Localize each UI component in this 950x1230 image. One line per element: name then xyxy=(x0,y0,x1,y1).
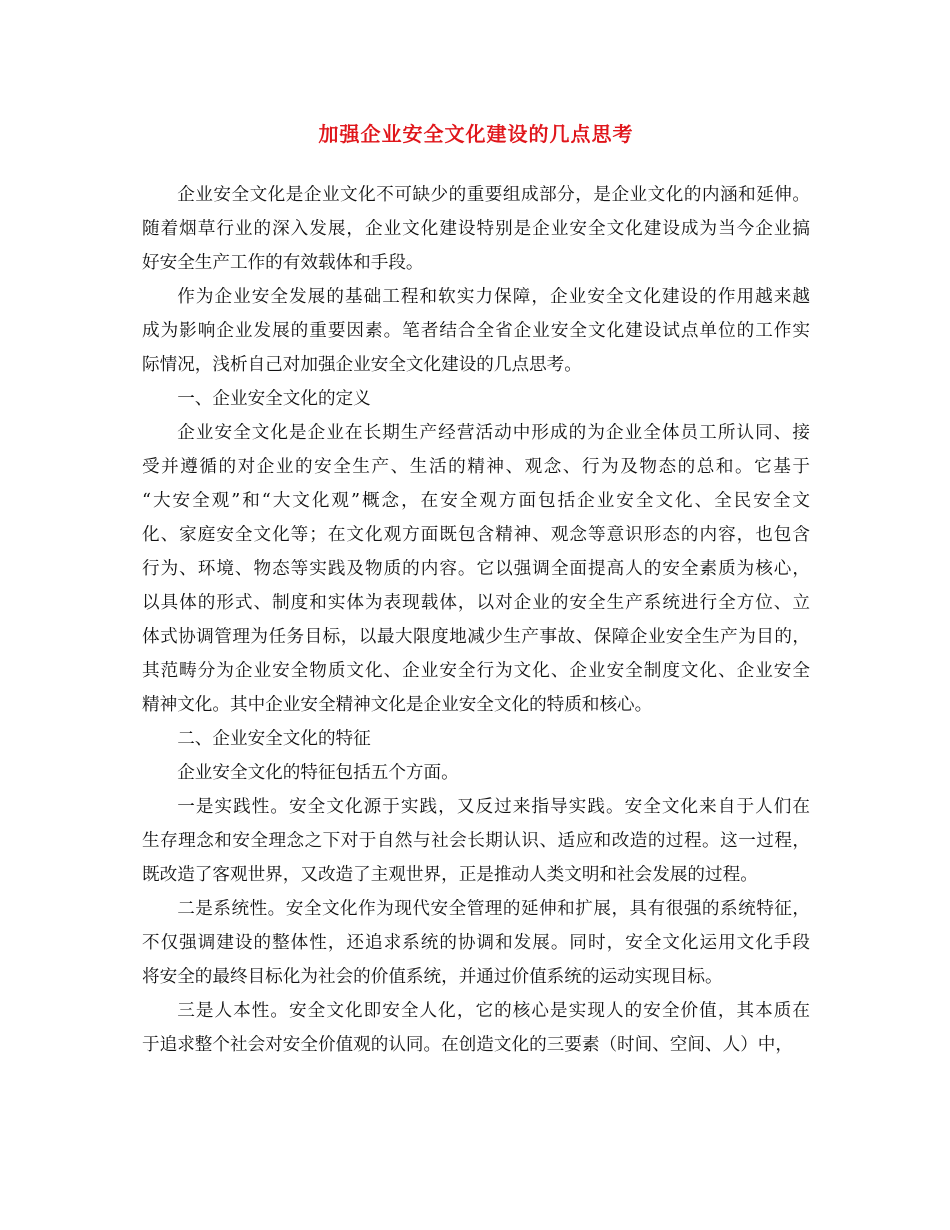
paragraph-line: 企业安全文化的特征包括五个方面。 xyxy=(177,763,459,783)
paragraph-line: 二、企业安全文化的特征 xyxy=(177,729,371,749)
paragraph-line: 体式协调管理为任务目标，以最大限度地减少生产事故、保障企业安全生产为目的， xyxy=(142,627,810,647)
paragraph xyxy=(142,790,810,892)
paragraph-line: 二是系统性。安全文化作为现代安全管理的延伸和扩展，具有很强的系统特征， xyxy=(177,899,810,919)
paragraph-line: 际情况，浅析自己对加强企业安全文化建设的几点思考。 xyxy=(142,355,582,375)
paragraph xyxy=(142,994,810,1062)
paragraph xyxy=(142,178,810,280)
paragraph-line: 既改造了客观世界，又改造了主观世界，正是推动人类文明和社会发展的过程。 xyxy=(142,865,758,885)
paragraph-line: 生存理念和安全理念之下对于自然与社会长期认识、适应和改造的过程。这一过程， xyxy=(142,831,810,851)
paragraph xyxy=(142,382,810,416)
paragraph-line: 三是人本性。安全文化即安全人化，它的核心是实现人的安全价值，其本质在 xyxy=(177,1001,810,1021)
paragraph-line: 于追求整个社会对安全价值观的认同。在创造文化的三要素（时间、空间、人）中， xyxy=(142,1035,793,1055)
paragraph-line: 受并遵循的对企业的安全生产、生活的精神、观念、行为及物态的总和。它基于 xyxy=(142,457,810,477)
paragraph xyxy=(142,892,810,994)
paragraph-line: 以具体的形式、制度和实体为表现载体，以对企业的安全生产系统进行全方位、立 xyxy=(142,593,810,613)
paragraph-line: 一是实践性。安全文化源于实践，又反过来指导实践。安全文化来自于人们在 xyxy=(177,797,810,817)
paragraph-line: 行为、环境、物态等实践及物质的内容。它以强调全面提高人的安全素质为核心， xyxy=(142,559,810,579)
paragraph-line: 一、企业安全文化的定义 xyxy=(177,389,371,409)
paragraph-line: 随着烟草行业的深入发展，企业文化建设特别是企业安全文化建设成为当今企业搞 xyxy=(142,219,810,239)
paragraph xyxy=(142,722,810,756)
paragraph-line: “大安全观”和“大文化观”概念，在安全观方面包括企业安全文化、全民安全文 xyxy=(142,491,810,511)
document-title: 加强企业安全文化建设的几点思考 xyxy=(318,122,634,146)
document-body xyxy=(142,178,810,1062)
paragraph-line: 企业安全文化是企业在长期生产经营活动中形成的为企业全体员工所认同、接 xyxy=(177,423,810,443)
paragraph-line: 化、家庭安全文化等；在文化观方面既包含精神、观念等意识形态的内容，也包含 xyxy=(142,525,810,545)
paragraph-line: 将安全的最终目标化为社会的价值系统，并通过价值系统的运动实现目标。 xyxy=(142,967,723,987)
document-page xyxy=(142,118,810,1062)
paragraph xyxy=(142,416,810,722)
paragraph-line: 好安全生产工作的有效载体和手段。 xyxy=(142,253,424,273)
paragraph-line: 精神文化。其中企业安全精神文化是企业安全文化的特质和核心。 xyxy=(142,695,653,715)
paragraph-line: 企业安全文化是企业文化不可缺少的重要组成部分，是企业文化的内涵和延伸。 xyxy=(177,185,810,205)
paragraph-line: 作为企业安全发展的基础工程和软实力保障，企业安全文化建设的作用越来越 xyxy=(177,287,810,307)
paragraph xyxy=(142,756,810,790)
paragraph-line: 成为影响企业发展的重要因素。笔者结合全省企业安全文化建设试点单位的工作实 xyxy=(142,321,810,341)
paragraph xyxy=(142,280,810,382)
paragraph-line: 其范畴分为企业安全物质文化、企业安全行为文化、企业安全制度文化、企业安全 xyxy=(142,661,810,681)
paragraph-line: 不仅强调建设的整体性，还追求系统的协调和发展。同时，安全文化运用文化手段 xyxy=(142,933,810,953)
